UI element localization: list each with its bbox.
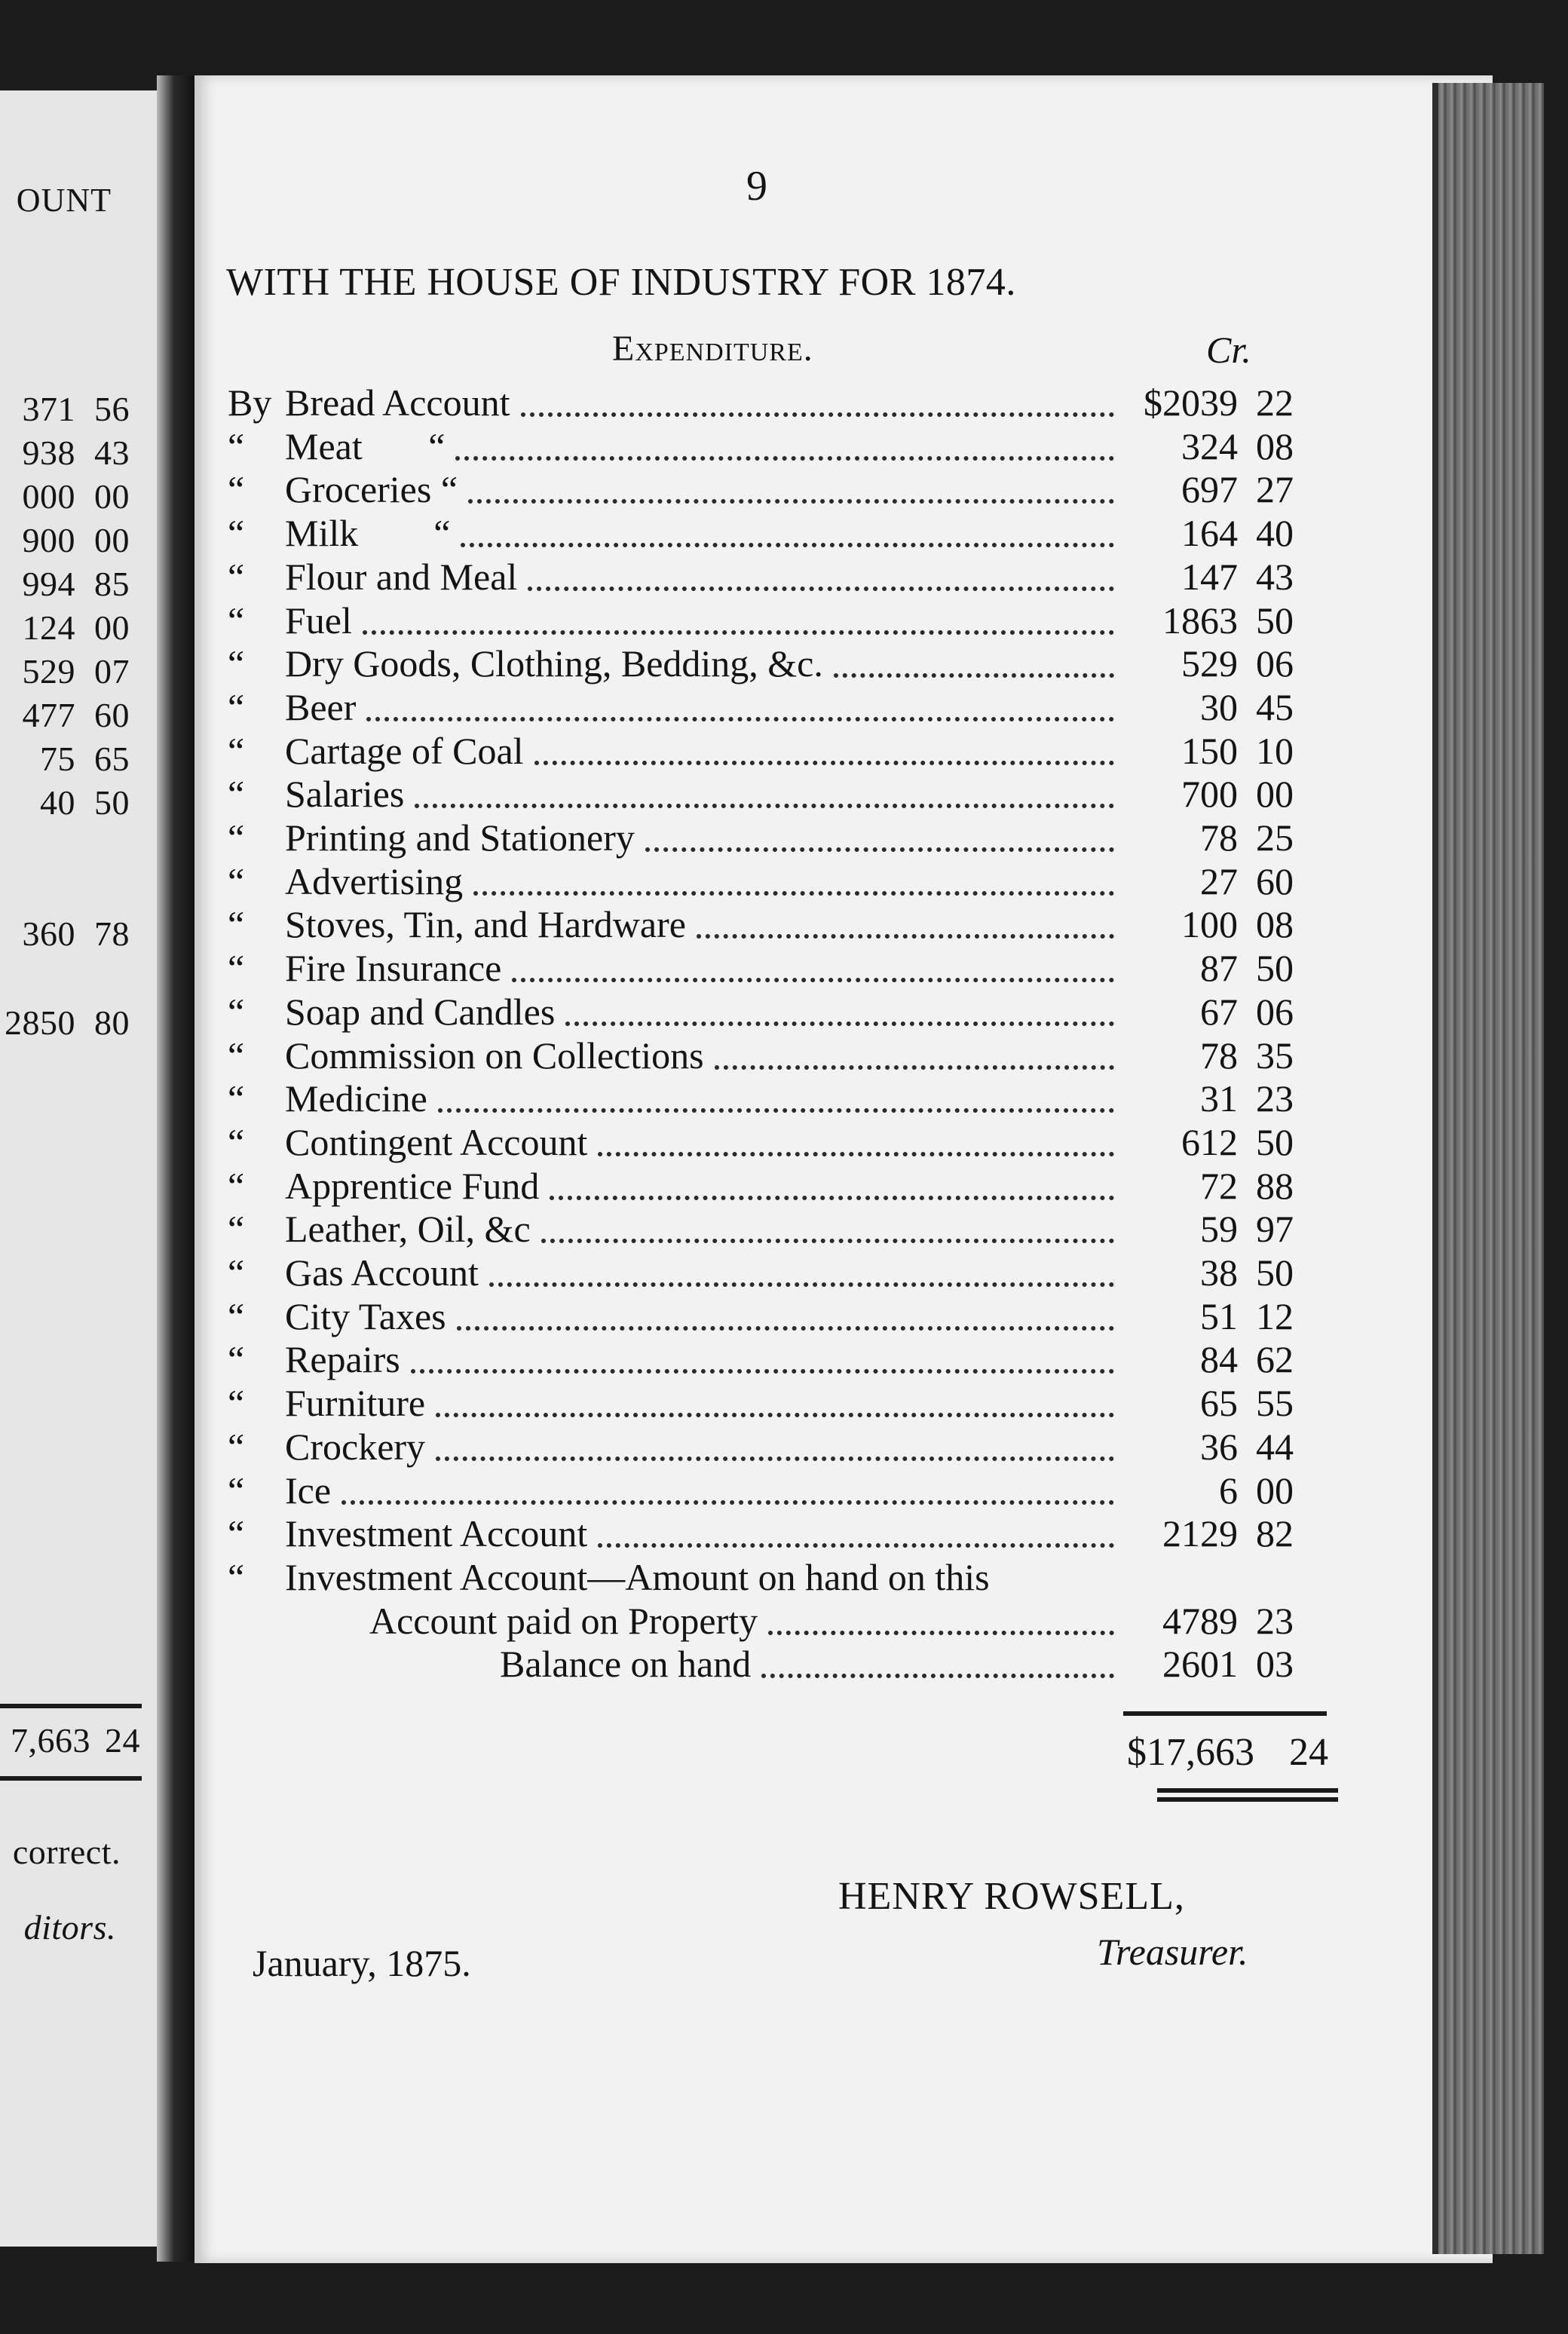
row-prefix: “ — [228, 860, 245, 902]
treasurer-name: HENRY ROWSELL, — [838, 1875, 1185, 1918]
row-amount-cents: 60 — [1256, 860, 1294, 902]
row-prefix: “ — [228, 599, 245, 642]
dot-leader — [341, 1500, 1114, 1505]
report-date: January, 1875. — [253, 1942, 471, 1984]
expenditure-row — [0, 685, 1432, 729]
row-amount-cents: 25 — [1256, 816, 1294, 859]
expenditure-row — [0, 1164, 1432, 1208]
row-label: Soap and Candles — [285, 991, 556, 1033]
expenditure-row — [0, 1555, 1432, 1599]
expenditure-row — [0, 1207, 1432, 1251]
dot-leader — [550, 1196, 1114, 1200]
expenditure-row — [0, 1034, 1432, 1077]
row-amount-dollars: 324 — [1181, 425, 1238, 467]
dot-leader — [761, 1674, 1114, 1678]
row-amount-cents: 50 — [1256, 947, 1294, 989]
expenditure-row — [0, 424, 1432, 468]
expenditure-row — [0, 1337, 1432, 1381]
row-prefix: “ — [228, 1426, 245, 1468]
total-double-rule-2 — [1157, 1797, 1338, 1802]
row-amount-dollars: 697 — [1181, 468, 1238, 510]
row-prefix: “ — [228, 556, 245, 598]
row-amount-cents: 62 — [1256, 1338, 1294, 1380]
row-label: Medicine — [285, 1077, 427, 1120]
total-dollars: $17,663 — [1127, 1731, 1254, 1774]
expenditure-row — [0, 946, 1432, 990]
page-number: 9 — [746, 163, 767, 210]
left-page-amount-dollars: 124 — [22, 608, 75, 647]
row-prefix: “ — [228, 1338, 245, 1380]
row-prefix: “ — [228, 1382, 245, 1424]
left-page-amount-cents: 85 — [94, 565, 130, 603]
credit-column-label: Cr. — [1206, 329, 1251, 371]
row-label: Cartage of Coal — [285, 730, 524, 772]
dot-leader — [366, 717, 1114, 721]
row-amount-dollars: 38 — [1200, 1251, 1238, 1294]
left-page-amount-dollars: 529 — [22, 652, 75, 691]
row-amount-cents: 55 — [1256, 1382, 1294, 1424]
left-page-amount-cents: 60 — [94, 696, 130, 734]
dot-leader — [645, 847, 1114, 852]
row-prefix: “ — [228, 642, 245, 685]
row-prefix: “ — [228, 1121, 245, 1163]
left-page-amount-dollars: 900 — [22, 521, 75, 559]
row-amount-dollars: 147 — [1181, 556, 1238, 598]
row-label: Flour and Meal — [285, 556, 518, 598]
row-prefix: “ — [228, 1469, 245, 1512]
row-amount-cents: 06 — [1256, 991, 1294, 1033]
row-label: Salaries — [285, 773, 405, 815]
dot-leader — [468, 499, 1114, 504]
row-amount-dollars: 67 — [1200, 991, 1238, 1033]
row-amount-dollars: 59 — [1200, 1208, 1238, 1250]
row-amount-dollars: 2601 — [1162, 1643, 1238, 1685]
row-amount-cents: 35 — [1256, 1034, 1294, 1077]
left-page-total-double-rule — [0, 1776, 142, 1781]
left-page-amount-dollars: 477 — [22, 696, 75, 734]
row-amount-dollars: 1863 — [1162, 599, 1238, 642]
dot-leader — [438, 1108, 1114, 1113]
left-page-amount-dollars: 994 — [22, 565, 75, 603]
row-prefix: “ — [228, 991, 245, 1033]
row-prefix: “ — [228, 816, 245, 859]
row-amount-cents: 06 — [1256, 642, 1294, 685]
left-page-amount-cents: 00 — [94, 608, 130, 647]
row-amount-cents: 82 — [1256, 1512, 1294, 1554]
row-prefix: “ — [228, 1251, 245, 1294]
expenditure-row — [0, 729, 1432, 773]
row-prefix: “ — [228, 1165, 245, 1207]
row-prefix: “ — [228, 1208, 245, 1250]
left-page-editors-text: ditors. — [23, 1908, 116, 1947]
row-label: Repairs — [285, 1338, 400, 1380]
row-label: Investment Account—Amount on hand on this — [285, 1556, 990, 1598]
expenditure-row — [0, 1294, 1432, 1338]
page-heading: WITH THE HOUSE OF INDUSTRY FOR 1874. — [226, 261, 1016, 304]
expenditure-row — [0, 1642, 1432, 1686]
row-amount-dollars: 6 — [1219, 1469, 1238, 1512]
expenditure-row — [0, 555, 1432, 599]
row-label: Furniture — [285, 1382, 426, 1424]
row-label: Stoves, Tin, and Hardware — [285, 903, 686, 945]
left-page-amount-cents: 43 — [94, 433, 130, 472]
row-label: Dry Goods, Clothing, Bedding, &c. — [285, 642, 823, 685]
row-prefix: “ — [228, 903, 245, 945]
row-amount-dollars: 164 — [1181, 512, 1238, 554]
row-amount-cents: 50 — [1256, 599, 1294, 642]
row-prefix: “ — [228, 1295, 245, 1337]
dot-leader — [411, 1369, 1114, 1374]
left-page-amount-cents: 56 — [94, 390, 130, 428]
row-amount-cents: 88 — [1256, 1165, 1294, 1207]
dot-leader — [473, 891, 1114, 896]
row-label: Advertising — [285, 860, 464, 902]
dot-leader — [534, 761, 1114, 765]
dot-leader — [436, 1456, 1114, 1461]
row-amount-cents: 23 — [1256, 1600, 1294, 1642]
row-label: Account paid on Property — [369, 1600, 758, 1642]
left-page-amount-dollars: 2850 — [5, 1003, 75, 1042]
left-page-total: 7,663 — [11, 1721, 90, 1760]
dot-leader — [489, 1282, 1114, 1287]
left-page-amount-cents: 00 — [94, 521, 130, 559]
row-amount-cents: 00 — [1256, 1469, 1294, 1512]
expenditure-row — [0, 1469, 1432, 1512]
left-page-amount-cents: 78 — [94, 914, 130, 953]
left-page-amount-dollars: 75 — [40, 740, 75, 778]
row-label: Bread Account — [285, 381, 510, 424]
row-label: Groceries “ — [285, 468, 458, 510]
expenditure-row — [0, 1599, 1432, 1643]
row-label: City Taxes — [285, 1295, 446, 1337]
row-label: Meat “ — [285, 425, 446, 467]
dot-leader — [363, 630, 1114, 635]
row-label: Commission on Collections — [285, 1034, 704, 1077]
total-rule-top — [1123, 1711, 1327, 1716]
expenditure-row — [0, 511, 1432, 555]
expenditure-row — [0, 990, 1432, 1034]
dot-leader — [512, 978, 1114, 982]
row-amount-cents: 08 — [1256, 425, 1294, 467]
left-page-amount-dollars: 371 — [22, 390, 75, 428]
row-amount-cents: 45 — [1256, 686, 1294, 728]
dot-leader — [461, 543, 1114, 547]
row-label: Printing and Stationery — [285, 816, 635, 859]
treasurer-title: Treasurer. — [1097, 1931, 1248, 1973]
expenditure-row — [0, 381, 1432, 424]
row-label: Gas Account — [285, 1251, 479, 1294]
row-amount-cents: 00 — [1256, 773, 1294, 815]
row-amount-dollars: 78 — [1200, 816, 1238, 859]
row-amount-dollars: $2039 — [1144, 381, 1238, 424]
expenditure-row — [0, 1425, 1432, 1469]
expenditure-subheading: Expenditure. — [612, 329, 813, 369]
row-label: Balance on hand — [500, 1643, 752, 1685]
dot-leader — [528, 587, 1114, 591]
row-label: Ice — [285, 1469, 332, 1512]
row-amount-cents: 22 — [1256, 381, 1294, 424]
total-double-rule-1 — [1157, 1788, 1338, 1793]
row-prefix: “ — [228, 1556, 245, 1598]
left-page-amount-cents: 07 — [94, 652, 130, 691]
dot-leader — [768, 1631, 1114, 1635]
expenditure-row — [0, 599, 1432, 642]
left-page-amount-dollars: 40 — [40, 783, 75, 822]
left-page-amount-cents: 80 — [94, 1003, 130, 1042]
dot-leader — [436, 1413, 1114, 1417]
row-amount-dollars: 87 — [1200, 947, 1238, 989]
row-prefix: “ — [228, 512, 245, 554]
row-amount-dollars: 36 — [1200, 1426, 1238, 1468]
expenditure-row — [0, 772, 1432, 816]
left-page-amount-dollars: 360 — [22, 914, 75, 953]
row-label: Crockery — [285, 1426, 426, 1468]
left-page-heading-fragment: OUNT — [16, 182, 112, 219]
row-amount-cents: 40 — [1256, 512, 1294, 554]
left-page-amount-cents: 65 — [94, 740, 130, 778]
expenditure-row — [0, 642, 1432, 685]
row-amount-cents: 50 — [1256, 1121, 1294, 1163]
row-amount-dollars: 27 — [1200, 860, 1238, 902]
row-amount-dollars: 2129 — [1162, 1512, 1238, 1554]
row-amount-dollars: 150 — [1181, 730, 1238, 772]
row-prefix: “ — [228, 1034, 245, 1077]
row-label: Leather, Oil, &c — [285, 1208, 531, 1250]
row-label: Investment Account — [285, 1512, 588, 1554]
row-amount-dollars: 72 — [1200, 1165, 1238, 1207]
row-amount-cents: 50 — [1256, 1251, 1294, 1294]
dot-leader — [457, 1326, 1114, 1331]
row-amount-dollars: 31 — [1200, 1077, 1238, 1120]
expenditure-row — [0, 902, 1432, 946]
row-label: Milk “ — [285, 512, 451, 554]
dot-leader — [697, 934, 1114, 939]
left-page-amount-cents: 00 — [94, 477, 130, 516]
row-amount-cents: 08 — [1256, 903, 1294, 945]
row-label: Fuel — [285, 599, 352, 642]
row-amount-dollars: 612 — [1181, 1121, 1238, 1163]
total-cents: 24 — [1289, 1731, 1328, 1774]
row-amount-dollars: 529 — [1181, 642, 1238, 685]
expenditure-row — [0, 1077, 1432, 1120]
expenditure-row — [0, 859, 1432, 903]
row-amount-cents: 97 — [1256, 1208, 1294, 1250]
row-amount-cents: 43 — [1256, 556, 1294, 598]
row-amount-dollars: 78 — [1200, 1034, 1238, 1077]
page-edges — [1432, 83, 1544, 2254]
left-page-amount-cents: 50 — [94, 783, 130, 822]
row-amount-dollars: 65 — [1200, 1382, 1238, 1424]
row-amount-cents: 44 — [1256, 1426, 1294, 1468]
row-label: Contingent Account — [285, 1121, 588, 1163]
row-amount-cents: 23 — [1256, 1077, 1294, 1120]
row-prefix: “ — [228, 773, 245, 815]
dot-leader — [541, 1239, 1114, 1243]
row-prefix: “ — [228, 730, 245, 772]
dot-leader — [521, 412, 1114, 417]
dot-leader — [598, 1543, 1114, 1548]
expenditure-row — [0, 1381, 1432, 1425]
row-prefix: By — [228, 381, 272, 424]
row-label: Beer — [285, 686, 357, 728]
expenditure-row — [0, 1512, 1432, 1555]
dot-leader — [565, 1022, 1114, 1026]
row-amount-dollars: 84 — [1200, 1338, 1238, 1380]
row-label: Apprentice Fund — [285, 1165, 540, 1207]
left-page-total-cents: 24 — [105, 1721, 140, 1760]
row-amount-dollars: 30 — [1200, 686, 1238, 728]
expenditure-row — [0, 1251, 1432, 1294]
dot-leader — [715, 1065, 1114, 1070]
row-prefix: “ — [228, 1077, 245, 1120]
row-prefix: “ — [228, 686, 245, 728]
row-amount-cents: 12 — [1256, 1295, 1294, 1337]
row-amount-dollars: 700 — [1181, 773, 1238, 815]
row-amount-dollars: 100 — [1181, 903, 1238, 945]
dot-leader — [598, 1152, 1114, 1156]
dot-leader — [455, 456, 1114, 461]
expenditure-row — [0, 467, 1432, 511]
row-prefix: “ — [228, 947, 245, 989]
row-amount-cents: 03 — [1256, 1643, 1294, 1685]
row-amount-cents: 27 — [1256, 468, 1294, 510]
row-label: Fire Insurance — [285, 947, 502, 989]
left-page-correct-text: correct. — [12, 1833, 121, 1871]
row-amount-dollars: 4789 — [1162, 1600, 1238, 1642]
dot-leader — [415, 804, 1114, 808]
expenditure-row — [0, 1120, 1432, 1164]
row-prefix: “ — [228, 1512, 245, 1554]
row-prefix: “ — [228, 425, 245, 467]
row-amount-dollars: 51 — [1200, 1295, 1238, 1337]
left-page-amount-dollars: 000 — [22, 477, 75, 516]
expenditure-row — [0, 816, 1432, 859]
dot-leader — [834, 673, 1114, 678]
left-page-amount-dollars: 938 — [22, 433, 75, 472]
row-prefix: “ — [228, 468, 245, 510]
row-amount-cents: 10 — [1256, 730, 1294, 772]
